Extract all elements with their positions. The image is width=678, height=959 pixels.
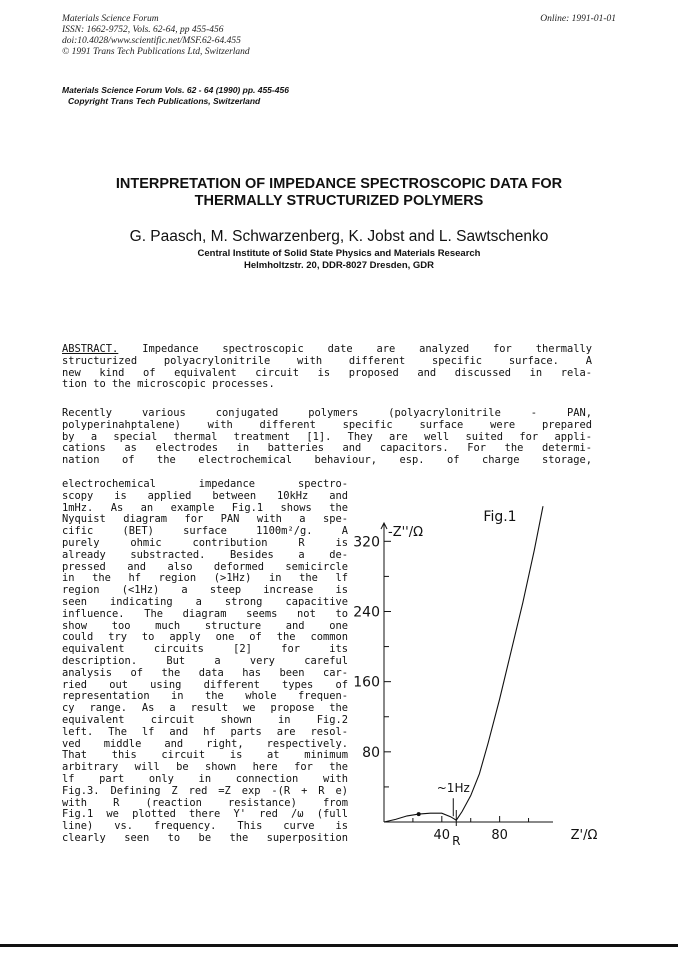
- abstract: [62, 344, 592, 391]
- text-line: cific (BET) surface 1100m²/g. A: [62, 525, 348, 538]
- x-tick-label: 40: [433, 828, 451, 843]
- text-line: 1mHz. As an example Fig.1 shows the: [62, 501, 348, 514]
- text-line: in the hf region (>1Hz) in the lf: [62, 572, 348, 585]
- x-axis-label: Z'/Ω: [570, 828, 598, 843]
- y-axis-label: -Z''/Ω: [388, 525, 424, 540]
- journal-citation: [62, 85, 289, 107]
- r-marker-label: R: [452, 834, 461, 848]
- text-line: nation of the electrochemical behaviour, esp. of charge storage,: [62, 454, 592, 467]
- text-line: region (<1Hz) a steep increase is: [62, 584, 348, 597]
- text-line: left. The lf and hf parts are resol-: [62, 725, 348, 738]
- text-line: analysis of the data has been car-: [62, 666, 348, 679]
- text-line: lf part only in connection with: [62, 772, 348, 785]
- nyquist-chart: [348, 495, 618, 865]
- affiliation-line: Central Institute of Solid State Physics and Materials Research: [197, 248, 481, 259]
- publication-header: [62, 14, 250, 58]
- copyright-line: Copyright Trans Tech Publications, Switzerland: [68, 96, 261, 106]
- text-line: by a special thermal treatment [1]. They are well suited for appli-: [62, 430, 592, 443]
- abstract-line: structurized polyacrylonitrile with different specific surface. A: [62, 354, 592, 367]
- header-line: ISSN: 1662-9752, Vols. 62-64, pp 455-456: [62, 25, 224, 35]
- text-line: Recently various conjugated polymers (polyacrylonitrile - PAN,: [62, 407, 592, 419]
- text-line: That this circuit is at minimum: [62, 749, 348, 762]
- text-line: cations as electrodes in batteries and capacitors. For the determi-: [62, 442, 592, 455]
- text-line: seen indicating a strong capacitive: [62, 595, 348, 608]
- authors: G. Paasch, M. Schwarzenberg, K. Jobst and L. Sawtschenko: [129, 228, 549, 245]
- text-line: cy range. As a result we propose the: [62, 702, 348, 715]
- abstract-text: Impedance spectroscopic date are analyzed for thermally: [142, 343, 592, 355]
- text-line: pressed and also deformed semicircle: [62, 560, 348, 573]
- text-line: equivalent circuit shown in Fig.2: [62, 713, 348, 726]
- text-line: ried out using different types of: [62, 678, 348, 691]
- text-line: Nyquist diagram for PAN with a spe-: [62, 513, 348, 526]
- data-series-line: [384, 506, 543, 822]
- affiliation-line: Helmholtzstr. 20, DDR-8027 Dresden, GDR: [243, 259, 435, 271]
- body-paragraph: [62, 408, 592, 467]
- text-line: purely ohmic contribution R is: [62, 536, 348, 549]
- text-line: equivalent circuits [2] for its: [62, 643, 348, 656]
- abstract-label: ABSTRACT.: [62, 343, 119, 355]
- data-point: [417, 812, 421, 816]
- annotation-label: ~1Hz: [436, 781, 470, 796]
- bottom-rule: [0, 944, 678, 947]
- y-tick-label: 80: [362, 744, 380, 761]
- title-line: INTERPRETATION OF IMPEDANCE SPECTROSCOPIC DATA FOR: [115, 176, 563, 192]
- y-tick-label: 160: [353, 674, 380, 691]
- text-line: Fig.3. Defining Z red =Z exp -(R + R e): [62, 784, 348, 797]
- online-date: Online: 1991-01-01: [540, 14, 616, 24]
- text-line: line) vs. frequency. This curve is: [62, 820, 348, 833]
- y-tick-label: 320: [353, 534, 380, 551]
- header-line: © 1991 Trans Tech Publications Ltd, Switzerland: [62, 47, 250, 57]
- text-line: show too much structure and one: [62, 619, 348, 632]
- text-line: could try to apply one of the common: [62, 631, 348, 644]
- title-line: THERMALLY STRUCTURIZED POLYMERS: [194, 193, 484, 209]
- journal-line: Materials Science Forum Vols. 62 - 64 (1990) pp. 455-456: [62, 85, 289, 95]
- header-line: Materials Science Forum: [62, 14, 159, 24]
- abstract-line: tion to the microscopic processes.: [62, 378, 275, 391]
- figure-1: [348, 495, 618, 865]
- text-line: clearly seen to be the superposition: [62, 831, 348, 844]
- y-tick-label: 240: [353, 604, 380, 621]
- text-line: influence. The diagram seems not to: [62, 607, 348, 620]
- header-line: doi:10.4028/www.scientific.net/MSF.62-64.455: [62, 36, 241, 46]
- figure-label: Fig.1: [483, 509, 517, 525]
- affiliation: [40, 248, 638, 271]
- abstract-line: new kind of equivalent circuit is proposed and discussed in rela-: [62, 366, 592, 379]
- text-line: polyperinahptalene) with different specific surface were prepared: [62, 418, 592, 431]
- x-tick-label: 80: [491, 828, 508, 843]
- text-line: representation in the whole frequen-: [62, 690, 348, 703]
- text-line: description. But a very careful: [62, 654, 348, 667]
- paper-title: [40, 176, 638, 210]
- text-line: Fig.1 we plotted there Y' red /ω (full: [62, 808, 348, 821]
- text-line: arbitrary will be shown here for the: [62, 761, 348, 774]
- body-column-text: [62, 479, 348, 845]
- text-line: already substracted. Besides a de-: [62, 548, 348, 561]
- text-line: ved middle and right, respectively.: [62, 737, 348, 750]
- text-line: scopy is applied between 10kHz and: [62, 489, 348, 502]
- text-line: electrochemical impedance spectro-: [62, 478, 348, 490]
- text-line: with R (reaction resistance) from: [62, 796, 348, 809]
